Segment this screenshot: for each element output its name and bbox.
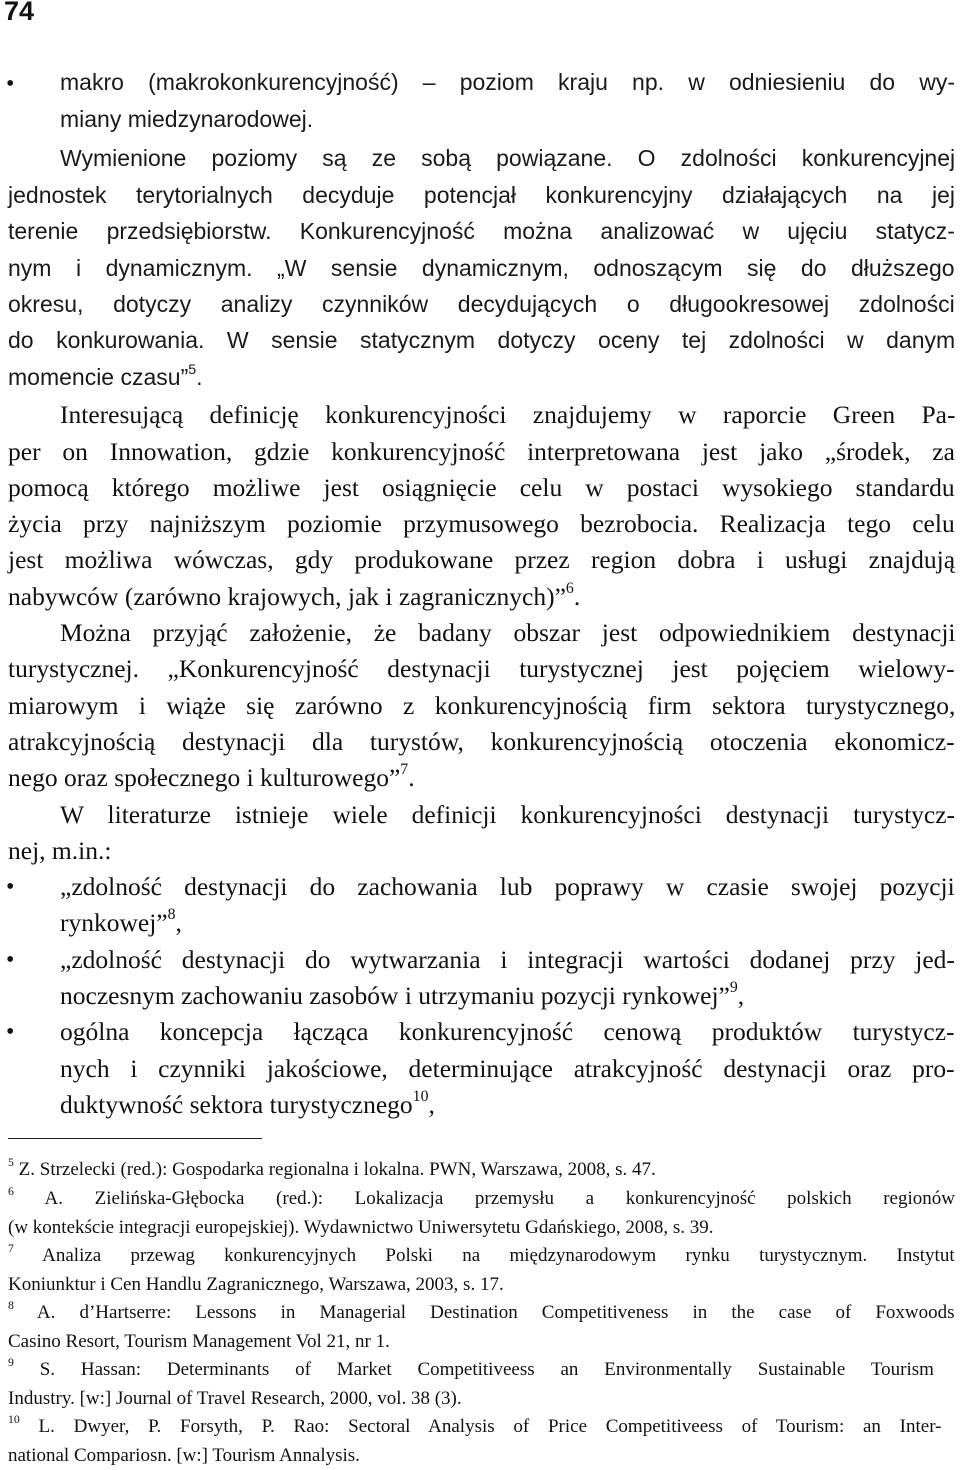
- body-line: duktywność sektora turystycznego$^{10}$,: [60, 1088, 435, 1119]
- footnote-line: $^7$ Analiza przewag konkurencyjnych Polski na międzynarodowym rynku turystycznym. Instytut: [8, 1241, 955, 1266]
- footnote-line: Koniunktur i Cen Handlu Zagranicznego, Warszawa, 2003, s. 17.: [8, 1274, 504, 1295]
- footnote-line: $^5$ Z. Strzelecki (red.): Gospodarka regionalna i lokalna. PWN, Warszawa, 2008, s. 47.: [8, 1155, 656, 1180]
- body-line: okresu, dotyczy analizy czynników decydujących o długookresowej zdolności: [8, 291, 955, 317]
- body-line: makro (makrokonkurencyjność) – poziom kraju np. w odniesieniu do wy-: [60, 69, 956, 95]
- bullet-point: •: [6, 947, 15, 973]
- footnote-separator: [8, 1138, 262, 1139]
- footnote-ref: 8: [167, 906, 176, 924]
- body-line: miany miedzynarodowej.: [60, 106, 314, 132]
- bullet-point: •: [6, 1019, 15, 1045]
- footnote-ref: 6: [565, 580, 574, 598]
- body-line: Wymienione poziomy są ze sobą powiązane. O zdolności konkurencyjnej: [60, 145, 956, 171]
- footnote-line: Casino Resort, Tourism Management Vol 21, nr 1.: [8, 1331, 390, 1352]
- body-line: do konkurowania. W sensie statycznym dotyczy oceny tej zdolności w danym: [8, 327, 956, 353]
- footnote-line: national Compariosn. [w:] Tourism Annalysis.: [8, 1445, 360, 1466]
- body-line: życia przy najniższym poziomie przymusowego bezrobocia. Realizacja tego celu: [8, 509, 955, 538]
- footnote-ref: 10: [412, 1088, 429, 1106]
- body-line: miarowym i wiąże się zarówno z konkurencyjnością firm sektora turystycznego,: [8, 691, 956, 720]
- body-line: „zdolność destynacji do zachowania lub poprawy w czasie swojej pozycji: [60, 872, 955, 901]
- body-line: nych i czynniki jakościowe, determinujące atrakcyjność destynacji oraz pro-: [60, 1054, 955, 1083]
- page-number: 74: [4, 0, 35, 26]
- body-line: nym i dynamicznym. „W sensie dynamicznym, odnoszącym się do dłuższego: [8, 255, 955, 281]
- footnote-ref: 7: [400, 761, 409, 779]
- body-line: turystycznej. „Konkurencyjność destynacji turystycznej jest pojęciem wielowy-: [8, 654, 955, 683]
- body-line: nej, m.in.:: [8, 836, 112, 865]
- footnote-line: $^{10}$ L. Dwyer, P. Forsyth, P. Rao: Sectoral Analysis of Price Competitiveess of Tourism: an Inter-: [8, 1412, 942, 1437]
- footnote-number: 9: [8, 1355, 14, 1369]
- body-line: nabywców (zarówno krajowych, jak i zagranicznych)”$^6$.: [8, 580, 581, 611]
- footnote-line: (w kontekście integracji europejskiej). Wydawnictwo Uniwersytetu Gdańskiego, 2008, s. 39.: [8, 1217, 714, 1238]
- footnote-number: 8: [8, 1298, 14, 1312]
- body-line: per on Innowation, gdzie konkurencyjność interpretowana jest jako „środek, za: [8, 437, 955, 466]
- footnote-number: 5: [8, 1155, 14, 1169]
- body-line: jest możliwa wówczas, gdy produkowane przez region dobra i usługi znajdują: [8, 545, 956, 574]
- footnote-number: 10: [8, 1412, 20, 1426]
- footnote-number: 7: [8, 1241, 14, 1255]
- footnote-ref: 5: [188, 362, 197, 379]
- bullet-point: •: [6, 71, 15, 97]
- body-line: rynkowej”$^8$,: [60, 906, 182, 937]
- body-line: pomocą którego możliwe jest osiągnięcie celu w postaci wysokiego standardu: [8, 473, 955, 502]
- body-line: W literaturze istnieje wiele definicji konkurencyjności destynacji turystycz-: [60, 800, 956, 829]
- body-line: momencie czasu”$^5$.: [8, 362, 203, 390]
- body-line: atrakcyjnością destynacji dla turystów, konkurencyjnością otoczenia ekonomicz-: [8, 727, 955, 756]
- bullet-point: •: [6, 874, 15, 900]
- body-line: Można przyjąć założenie, że badany obszar jest odpowiednikiem destynacji: [60, 618, 956, 647]
- body-line: „zdolność destynacji do wytwarzania i integracji wartości dodanej przy jed-: [60, 945, 955, 974]
- body-line: ogólna koncepcja łącząca konkurencyjność cenową produktów turystycz-: [60, 1017, 955, 1046]
- footnote-number: 6: [8, 1184, 14, 1198]
- body-line: terenie przedsiębiorstw. Konkurencyjność można analizować w ujęciu statycz-: [8, 218, 955, 244]
- footnote-ref: 9: [729, 979, 738, 997]
- body-line: jednostek terytorialnych decyduje potencjał konkurencyjny działających na jej: [8, 182, 955, 208]
- footnote-line: $^6$ A. Zielińska-Głębocka (red.): Lokalizacja przemysłu a konkurencyjność polskich regionów: [8, 1184, 955, 1209]
- footnote-line: Industry. [w:] Journal of Travel Research, 2000, vol. 38 (3).: [8, 1388, 462, 1409]
- footnote-line: $^8$ A. d’Hartserre: Lessons in Managerial Destination Competitiveness in the case of Foxwoods: [8, 1298, 955, 1323]
- footnote-line: $^9$ S. Hassan: Determinants of Market Competitiveess an Environmentally Sustainable Tourism: [8, 1355, 934, 1380]
- body-line: noczesnym zachowaniu zasobów i utrzymaniu pozycji rynkowej”$^9$,: [60, 979, 745, 1010]
- body-line: nego oraz społecznego i kulturowego”$^7$.: [8, 761, 415, 792]
- body-line: Interesującą definicję konkurencyjności znajdujemy w raporcie Green Pa-: [60, 400, 956, 429]
